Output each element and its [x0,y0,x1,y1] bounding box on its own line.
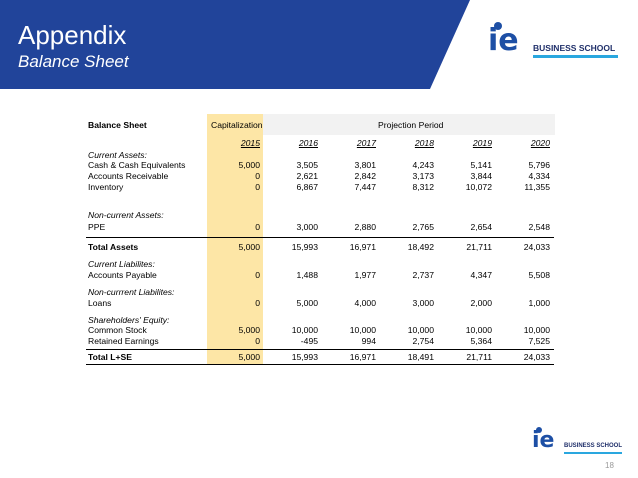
table-cell: 18,491 [407,352,434,362]
table-cell: 10,000 [465,325,492,335]
row-label: Common Stock [88,325,147,335]
logo-text: BUSINESS SCHOOL [533,43,616,53]
logo-mark: ie [532,428,555,453]
table-cell: 3,173 [412,171,434,181]
divider [86,237,554,238]
table-cell: 15,993 [291,352,318,362]
table-cell: 2,000 [470,298,492,308]
table-cell: 1,977 [354,270,376,280]
table-cell: 5,000 [238,160,260,170]
table-cell: 4,334 [528,171,550,181]
table-cell: 2,548 [528,222,550,232]
table-cell: 5,141 [470,160,492,170]
table-cell: 10,000 [349,325,376,335]
slide-title: Appendix [18,20,127,50]
slide-header [0,0,638,89]
table-cell: 6,867 [296,182,318,192]
table-cell: 2,880 [354,222,376,232]
row-label: PPE [88,222,106,232]
row-label: Cash & Cash Equivalents [88,160,186,170]
table-cell: 5,000 [238,352,260,362]
table-cell: 0 [255,298,260,308]
row-label: Retained Earnings [88,336,159,346]
table-cell: 2,765 [412,222,434,232]
logo-text: BUSINESS SCHOOL [564,443,623,449]
table-cell: 7,447 [354,182,376,192]
table-cell: 2,754 [412,336,434,346]
table-cell: 4,000 [354,298,376,308]
table-cell: 2,621 [296,171,318,181]
table-cell: 5,000 [296,298,318,308]
table-cell: 21,711 [466,352,492,362]
row-label-total-lse: Total L+SE [88,352,133,362]
section-noncurrent-liabilities: Non-currrent Liabilites: [88,287,175,297]
row-label: Loans [88,298,112,308]
page-number: 18 [605,461,614,470]
table-cell: 16,971 [349,242,376,252]
table-cell: 10,000 [523,325,550,335]
section-noncurrent-assets: Non-current Assets: [88,210,164,220]
table-cell: 10,072 [465,182,492,192]
section-current-assets: Current Assets: [88,150,147,160]
table-cell: 0 [255,222,260,232]
table-cell: 5,364 [470,336,492,346]
table-cell: 3,844 [470,171,492,181]
table-cell: 18,492 [407,242,434,252]
table-cell: 2,842 [354,171,376,181]
ie-logo-header [488,22,620,62]
table-cell: 3,801 [354,160,376,170]
year-header-2016: 2016 [298,138,318,148]
table-cell: 8,312 [412,182,434,192]
table-cell: 11,355 [524,182,550,192]
year-header-2020: 2020 [530,138,550,148]
row-label: Inventory [88,182,124,192]
table-cell: 7,525 [528,336,550,346]
table-cell: 4,243 [412,160,434,170]
table-title: Balance Sheet [88,120,147,130]
table-cell: 0 [255,336,260,346]
table-cell: 2,654 [470,222,492,232]
year-header-2017: 2017 [356,138,376,148]
section-current-liabilities: Current Liabilites: [88,259,155,269]
logo-mark: ie [488,23,519,58]
row-label: Accounts Receivable [88,171,169,181]
balance-sheet-table [84,114,556,366]
table-cell: 1,000 [528,298,550,308]
divider [86,349,554,350]
table-cell: 0 [255,171,260,181]
projection-header: Projection Period [378,120,444,130]
table-cell: 24,033 [523,242,550,252]
table-cell: -495 [300,336,318,346]
table-cell: 2,737 [412,270,434,280]
table-cell: 15,993 [291,242,318,252]
logo-underline [533,55,618,58]
year-header-2018: 2018 [414,138,434,148]
table-cell: 10,000 [407,325,434,335]
table-cell: 0 [255,270,260,280]
table-cell: 16,971 [349,352,376,362]
year-header-2019: 2019 [472,138,492,148]
table-cell: 0 [255,182,260,192]
row-label: Accounts Payable [88,270,157,280]
table-cell: 24,033 [523,352,550,362]
table-cell: 1,488 [296,270,318,280]
table-cell: 994 [361,336,376,346]
table-cell: 4,347 [470,270,492,280]
capitalization-header: Capitalization [211,120,263,130]
table-cell: 5,796 [528,160,550,170]
section-equity: Shareholders' Equity: [88,315,170,325]
table-cell: 10,000 [291,325,318,335]
table-cell: 21,711 [466,242,492,252]
divider [86,364,554,365]
row-label-total-assets: Total Assets [88,242,139,252]
table-cell: 3,505 [296,160,318,170]
table-cell: 5,508 [528,270,550,280]
year-header-2015: 2015 [240,138,260,148]
ie-logo-footer [532,427,624,457]
table-cell: 3,000 [296,222,318,232]
slide-subtitle: Balance Sheet [18,52,129,71]
table-cell: 5,000 [238,325,260,335]
table-cell: 3,000 [412,298,434,308]
table-cell: 5,000 [238,242,260,252]
logo-underline [564,452,622,454]
